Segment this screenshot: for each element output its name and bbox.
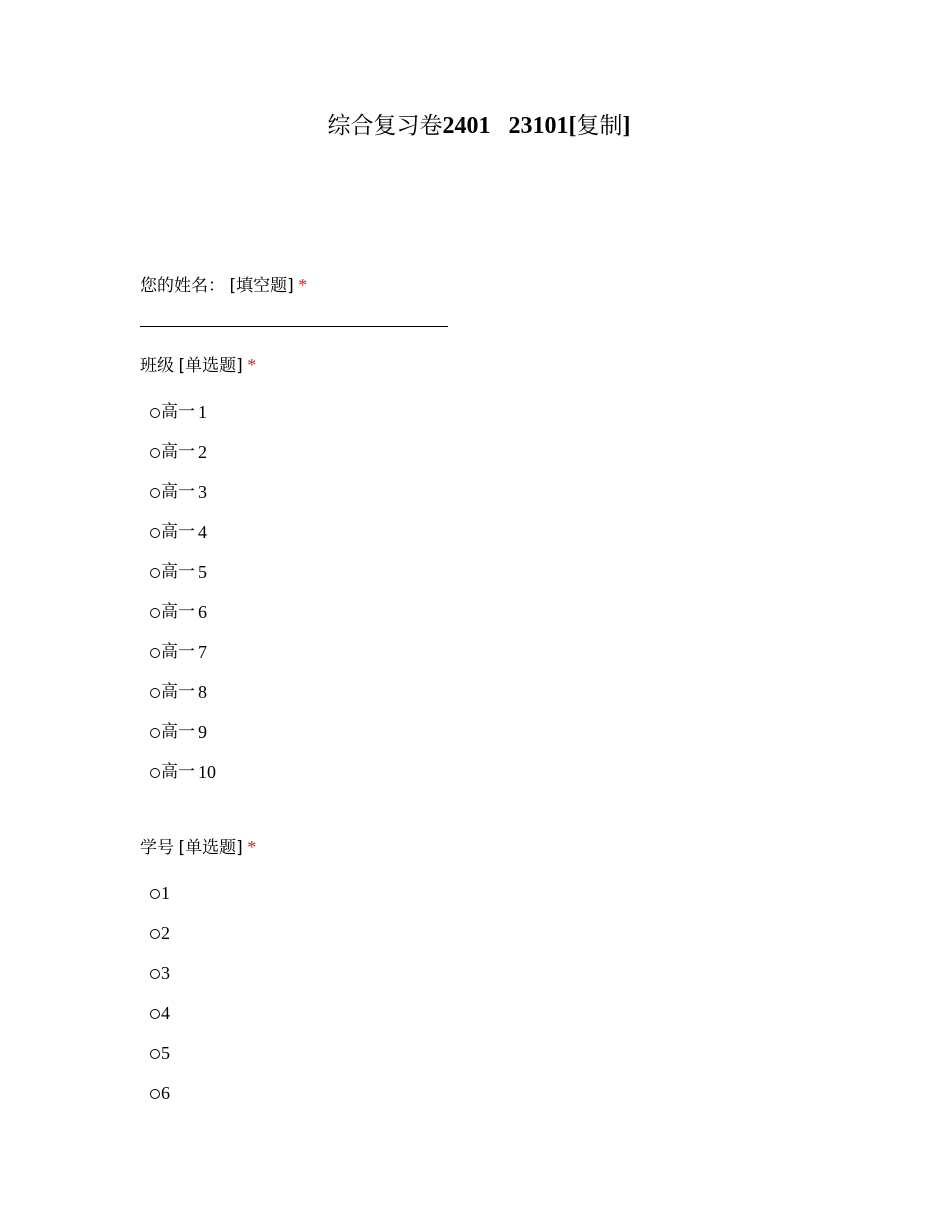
radio-circle-icon[interactable]	[150, 528, 160, 538]
class-option[interactable]	[148, 440, 216, 480]
option-number: 4	[198, 522, 207, 542]
question-text: 您的姓名：	[140, 276, 225, 296]
option-grade-label: 高一	[161, 682, 195, 702]
title-text: 综合复习卷	[327, 113, 443, 139]
required-mark: *	[247, 837, 257, 857]
question-class	[140, 353, 256, 378]
option-grade-label: 高一	[161, 482, 195, 502]
title-code-2: 23101	[508, 113, 569, 139]
radio-circle-icon[interactable]	[150, 1009, 160, 1019]
question-text: 学号	[140, 838, 174, 858]
question-student-number	[140, 835, 256, 860]
class-option[interactable]	[148, 680, 216, 720]
required-mark: *	[247, 355, 257, 375]
name-answer-field[interactable]	[140, 326, 448, 327]
class-option[interactable]	[148, 560, 216, 600]
option-number: 5	[198, 562, 207, 582]
option-number: 6	[161, 1083, 170, 1103]
question-type: [填空题]	[229, 276, 294, 296]
radio-circle-icon[interactable]	[150, 969, 160, 979]
student-number-option[interactable]	[148, 921, 170, 961]
option-number: 5	[161, 1043, 170, 1063]
option-number: 10	[198, 762, 216, 782]
class-option[interactable]	[148, 640, 216, 680]
option-grade-label: 高一	[161, 402, 195, 422]
option-number: 1	[198, 402, 207, 422]
student-number-option[interactable]	[148, 881, 170, 921]
radio-circle-icon[interactable]	[150, 608, 160, 618]
option-number: 2	[198, 442, 207, 462]
option-grade-label: 高一	[161, 562, 195, 582]
option-grade-label: 高一	[161, 722, 195, 742]
option-number: 2	[161, 923, 170, 943]
option-number: 3	[198, 482, 207, 502]
student-number-option[interactable]	[148, 1001, 170, 1041]
option-number: 3	[161, 963, 170, 983]
option-number: 7	[198, 642, 207, 662]
student-number-options-list	[148, 881, 170, 1121]
class-options-list	[148, 400, 216, 800]
option-grade-label: 高一	[161, 642, 195, 662]
question-type: [单选题]	[178, 838, 243, 858]
radio-circle-icon[interactable]	[150, 648, 160, 658]
option-number: 1	[161, 883, 170, 903]
class-option[interactable]	[148, 480, 216, 520]
title-code-1: 2401	[442, 113, 491, 139]
question-name	[140, 273, 307, 298]
student-number-option[interactable]	[148, 1041, 170, 1081]
option-number: 6	[198, 602, 207, 622]
class-option[interactable]	[148, 720, 216, 760]
class-option[interactable]	[148, 600, 216, 640]
radio-circle-icon[interactable]	[150, 889, 160, 899]
class-option[interactable]	[148, 520, 216, 560]
student-number-option[interactable]	[148, 961, 170, 1001]
radio-circle-icon[interactable]	[150, 768, 160, 778]
option-number: 8	[198, 682, 207, 702]
radio-circle-icon[interactable]	[150, 1089, 160, 1099]
radio-circle-icon[interactable]	[150, 728, 160, 738]
page-title	[0, 108, 950, 144]
title-copy-label: 复制	[576, 113, 623, 139]
radio-circle-icon[interactable]	[150, 448, 160, 458]
option-grade-label: 高一	[161, 442, 195, 462]
class-option[interactable]	[148, 400, 216, 440]
student-number-option[interactable]	[148, 1081, 170, 1121]
radio-circle-icon[interactable]	[150, 408, 160, 418]
radio-circle-icon[interactable]	[150, 488, 160, 498]
option-number: 9	[198, 722, 207, 742]
required-mark: *	[298, 275, 308, 295]
title-bracket-open: [	[568, 113, 577, 139]
radio-circle-icon[interactable]	[150, 1049, 160, 1059]
option-grade-label: 高一	[161, 522, 195, 542]
class-option[interactable]	[148, 760, 216, 800]
option-grade-label: 高一	[161, 762, 195, 782]
radio-circle-icon[interactable]	[150, 929, 160, 939]
option-grade-label: 高一	[161, 602, 195, 622]
radio-circle-icon[interactable]	[150, 568, 160, 578]
option-number: 4	[161, 1003, 170, 1023]
question-type: [单选题]	[178, 356, 243, 376]
radio-circle-icon[interactable]	[150, 688, 160, 698]
question-text: 班级	[140, 356, 174, 376]
title-bracket-close: ]	[622, 113, 631, 139]
